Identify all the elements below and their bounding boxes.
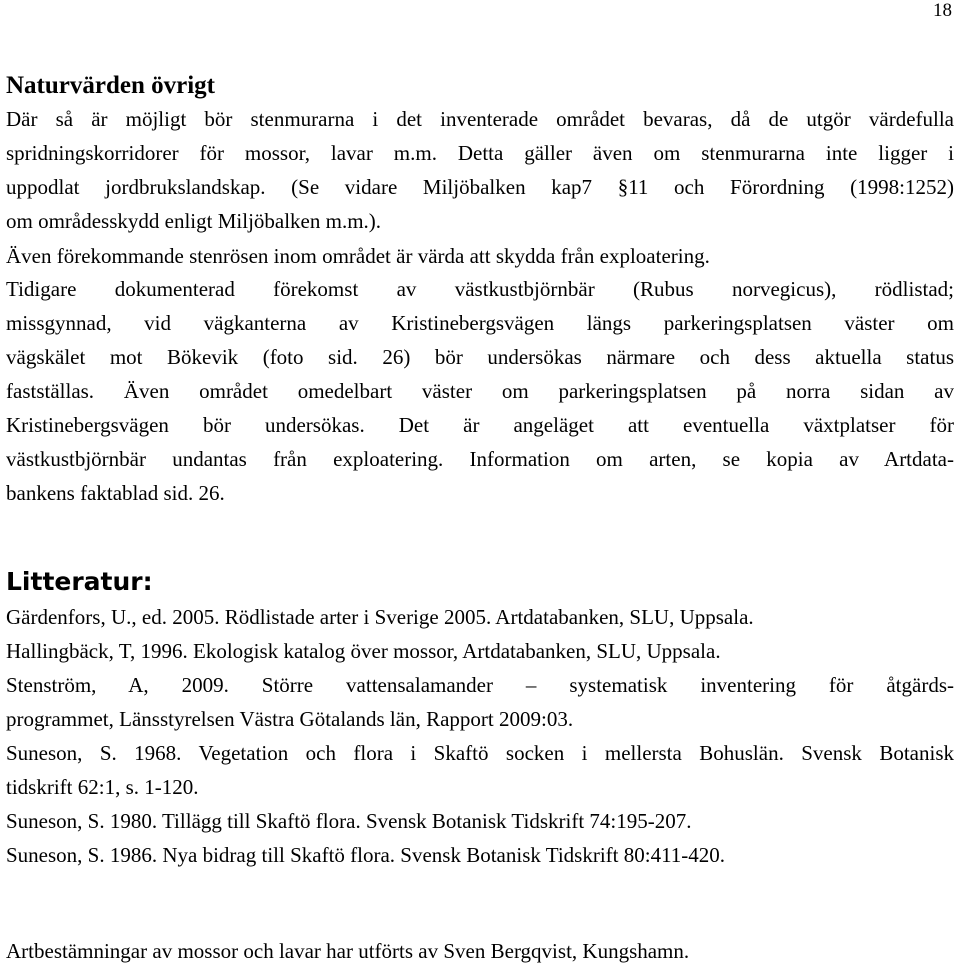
reference-line: programmet, Länsstyrelsen Västra Götalands län, Rapport 2009:03. — [6, 707, 574, 731]
reference-line: tidskrift 62:1, s. 1-120. — [6, 775, 199, 799]
reference-line: Suneson, S. 1986. Nya bidrag till Skaftö flora. Svensk Botanisk Tidskrift 80:411-420. — [6, 843, 726, 867]
paragraph-line: fastställas. Även området omedelbart väster om parkeringsplatsen på norra sidan av — [6, 379, 954, 403]
footer-note: Artbestämningar av mossor och lavar har utförts av Sven Bergqvist, Kungshamn. — [6, 939, 690, 963]
paragraph-line: spridningskorridorer för mossor, lavar m.m. Detta gäller även om stenmurarna inte ligger i — [6, 141, 954, 165]
page-number: 18 — [933, 0, 952, 21]
paragraph-stenrosen — [6, 239, 954, 273]
paragraph-stenmurar — [6, 102, 954, 238]
reference-line: Gärdenfors, U., ed. 2005. Rödlistade arter i Sverige 2005. Artdatabanken, SLU, Uppsala. — [6, 605, 754, 629]
section-heading-litteratur: Litteratur: — [6, 567, 153, 596]
reference-line: Stenström, A, 2009. Större vattensalamander – systematisk inventering för åtgärds- — [6, 673, 954, 697]
paragraph-line: bankens faktablad sid. 26. — [6, 481, 225, 505]
reference-line: Suneson, S. 1980. Tillägg till Skaftö flora. Svensk Botanisk Tidskrift 74:195-207. — [6, 809, 692, 833]
paragraph-line: Även förekommande stenrösen inom området är värda att skydda från exploatering. — [6, 244, 710, 268]
paragraph-line: Tidigare dokumenterad förekomst av västkustbjörnbär (Rubus norvegicus), rödlistad; — [6, 277, 954, 301]
reference-line: Hallingbäck, T, 1996. Ekologisk katalog över mossor, Artdatabanken, SLU, Uppsala. — [6, 639, 721, 663]
paragraph-line: Kristinebergsvägen bör undersökas. Det är angeläget att eventuella växtplatser för — [6, 413, 954, 437]
paragraph-vastkustbjornbar — [6, 272, 954, 510]
paragraph-line: uppodlat jordbrukslandskap. (Se vidare Miljöbalken kap7 §11 och Förordning (1998:1252) — [6, 175, 954, 199]
paragraph-line: missgynnad, vid vägkanterna av Kristinebergsvägen längs parkeringsplatsen väster om — [6, 311, 954, 335]
reference-list — [6, 600, 954, 872]
paragraph-line: vägskälet mot Bökevik (foto sid. 26) bör undersökas närmare och dess aktuella status — [6, 345, 954, 369]
paragraph-line: västkustbjörnbär undantas från exploatering. Information om arten, se kopia av Artdata- — [6, 447, 954, 471]
reference-line: Suneson, S. 1968. Vegetation och flora i Skaftö socken i mellersta Bohuslän. Svensk Botanisk — [6, 741, 954, 765]
section-heading-naturvarden: Naturvärden övrigt — [6, 72, 215, 99]
paragraph-line: om områdesskydd enligt Miljöbalken m.m.). — [6, 209, 382, 233]
paragraph-line: Där så är möjligt bör stenmurarna i det inventerade området bevaras, då de utgör värdefulla — [6, 107, 954, 131]
